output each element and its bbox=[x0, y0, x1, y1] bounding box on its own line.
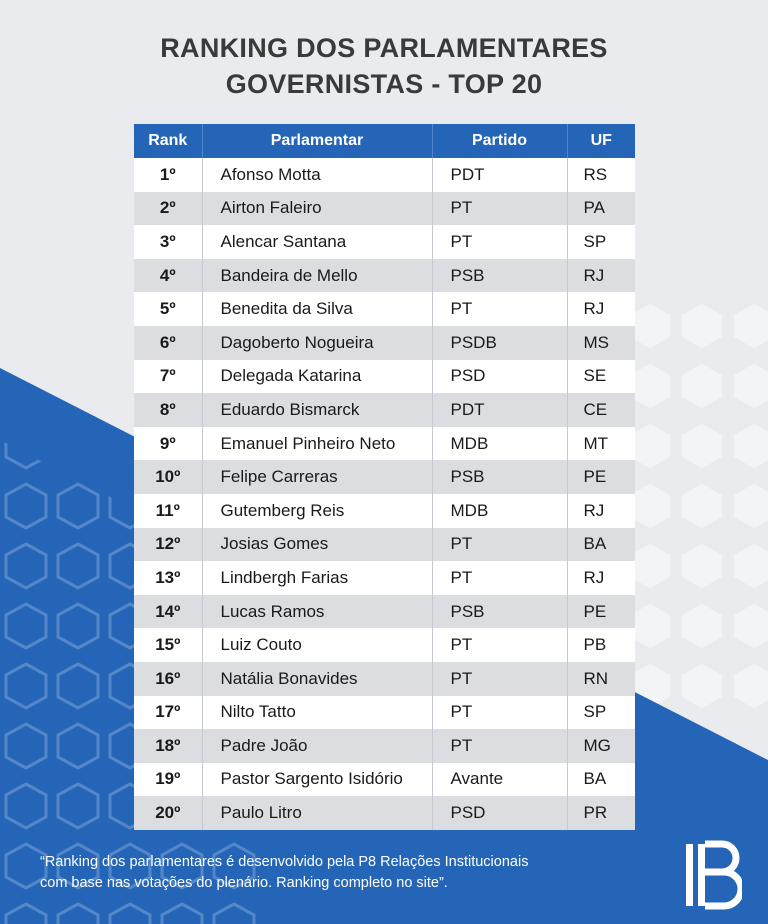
title-line-1: RANKING DOS PARLAMENTARES bbox=[160, 33, 608, 63]
header-name[interactable]: Parlamentar bbox=[202, 124, 432, 158]
table-row bbox=[134, 628, 635, 662]
cell-uf: BA bbox=[567, 763, 635, 797]
cell-party: PT bbox=[432, 628, 567, 662]
cell-rank: 12º bbox=[134, 528, 202, 562]
cell-rank: 16º bbox=[134, 662, 202, 696]
footnote bbox=[40, 852, 640, 894]
cell-name: Lucas Ramos bbox=[202, 595, 432, 629]
cell-rank: 2º bbox=[134, 192, 202, 226]
cell-name: Gutemberg Reis bbox=[202, 494, 432, 528]
cell-name: Padre João bbox=[202, 729, 432, 763]
table-row bbox=[134, 796, 635, 830]
cell-name: Dagoberto Nogueira bbox=[202, 326, 432, 360]
cell-uf: MS bbox=[567, 326, 635, 360]
cell-rank: 19º bbox=[134, 763, 202, 797]
cell-rank: 15º bbox=[134, 628, 202, 662]
cell-party: Avante bbox=[432, 763, 567, 797]
header-uf[interactable]: UF bbox=[567, 124, 635, 158]
cell-party: MDB bbox=[432, 494, 567, 528]
cell-uf: CE bbox=[567, 393, 635, 427]
cell-rank: 20º bbox=[134, 796, 202, 830]
cell-uf: RJ bbox=[567, 494, 635, 528]
cell-uf: RJ bbox=[567, 259, 635, 293]
cell-uf: RJ bbox=[567, 292, 635, 326]
cell-rank: 10º bbox=[134, 460, 202, 494]
cell-name: Pastor Sargento Isidório bbox=[202, 763, 432, 797]
cell-rank: 13º bbox=[134, 561, 202, 595]
cell-name: Paulo Litro bbox=[202, 796, 432, 830]
cell-name: Natália Bonavides bbox=[202, 662, 432, 696]
table-row bbox=[134, 360, 635, 394]
cell-party: PT bbox=[432, 729, 567, 763]
cell-party: PSB bbox=[432, 460, 567, 494]
cell-party: PT bbox=[432, 662, 567, 696]
cell-name: Afonso Motta bbox=[202, 158, 432, 192]
cell-rank: 4º bbox=[134, 259, 202, 293]
cell-party: PSD bbox=[432, 360, 567, 394]
cell-rank: 17º bbox=[134, 696, 202, 730]
title-line-2: GOVERNISTAS - TOP 20 bbox=[225, 69, 543, 99]
cell-uf: SP bbox=[567, 225, 635, 259]
cell-name: Benedita da Silva bbox=[202, 292, 432, 326]
table-row bbox=[134, 729, 635, 763]
cell-rank: 14º bbox=[134, 595, 202, 629]
table-row bbox=[134, 326, 635, 360]
cell-name: Felipe Carreras bbox=[202, 460, 432, 494]
cell-name: Airton Faleiro bbox=[202, 192, 432, 226]
table-row bbox=[134, 192, 635, 226]
table-row bbox=[134, 225, 635, 259]
cell-party: PT bbox=[432, 292, 567, 326]
cell-rank: 11º bbox=[134, 494, 202, 528]
table-row bbox=[134, 595, 635, 629]
table-header-row bbox=[134, 124, 635, 158]
table-row bbox=[134, 158, 635, 192]
cell-rank: 8º bbox=[134, 393, 202, 427]
cell-party: PSD bbox=[432, 796, 567, 830]
cell-name: Nilto Tatto bbox=[202, 696, 432, 730]
cell-name: Lindbergh Farias bbox=[202, 561, 432, 595]
table-row bbox=[134, 696, 635, 730]
table-row bbox=[134, 494, 635, 528]
p8-logo-icon bbox=[684, 840, 742, 910]
page-title bbox=[0, 30, 768, 102]
cell-name: Eduardo Bismarck bbox=[202, 393, 432, 427]
cell-party: PT bbox=[432, 696, 567, 730]
cell-party: PDT bbox=[432, 393, 567, 427]
table-row bbox=[134, 292, 635, 326]
cell-rank: 1º bbox=[134, 158, 202, 192]
footnote-line-1: “Ranking dos parlamentares é desenvolvido pela P8 Relações Institucionais bbox=[40, 854, 529, 870]
cell-uf: PB bbox=[567, 628, 635, 662]
cell-name: Bandeira de Mello bbox=[202, 259, 432, 293]
cell-party: PSDB bbox=[432, 326, 567, 360]
cell-rank: 9º bbox=[134, 427, 202, 461]
cell-uf: PE bbox=[567, 460, 635, 494]
ranking-table bbox=[134, 124, 635, 830]
cell-rank: 5º bbox=[134, 292, 202, 326]
table-row bbox=[134, 259, 635, 293]
cell-party: PT bbox=[432, 192, 567, 226]
cell-uf: BA bbox=[567, 528, 635, 562]
cell-name: Luiz Couto bbox=[202, 628, 432, 662]
cell-uf: SP bbox=[567, 696, 635, 730]
cell-uf: RS bbox=[567, 158, 635, 192]
cell-uf: SE bbox=[567, 360, 635, 394]
table-row bbox=[134, 763, 635, 797]
cell-party: PT bbox=[432, 528, 567, 562]
cell-uf: RJ bbox=[567, 561, 635, 595]
cell-party: PT bbox=[432, 225, 567, 259]
table-row bbox=[134, 528, 635, 562]
cell-party: PDT bbox=[432, 158, 567, 192]
cell-uf: PE bbox=[567, 595, 635, 629]
table-row bbox=[134, 460, 635, 494]
table-row bbox=[134, 393, 635, 427]
cell-uf: MG bbox=[567, 729, 635, 763]
table-row bbox=[134, 561, 635, 595]
cell-name: Alencar Santana bbox=[202, 225, 432, 259]
cell-uf: RN bbox=[567, 662, 635, 696]
footnote-line-2: com base nas votações do plenário. Ranking completo no site”. bbox=[40, 875, 448, 891]
cell-party: PSB bbox=[432, 259, 567, 293]
cell-name: Delegada Katarina bbox=[202, 360, 432, 394]
cell-rank: 6º bbox=[134, 326, 202, 360]
cell-party: PT bbox=[432, 561, 567, 595]
cell-uf: MT bbox=[567, 427, 635, 461]
cell-rank: 18º bbox=[134, 729, 202, 763]
cell-uf: PR bbox=[567, 796, 635, 830]
header-rank[interactable]: Rank bbox=[134, 124, 202, 158]
cell-rank: 3º bbox=[134, 225, 202, 259]
table-row bbox=[134, 662, 635, 696]
cell-name: Emanuel Pinheiro Neto bbox=[202, 427, 432, 461]
cell-uf: PA bbox=[567, 192, 635, 226]
header-party[interactable]: Partido bbox=[432, 124, 567, 158]
cell-party: PSB bbox=[432, 595, 567, 629]
cell-party: MDB bbox=[432, 427, 567, 461]
table-row bbox=[134, 427, 635, 461]
cell-name: Josias Gomes bbox=[202, 528, 432, 562]
cell-rank: 7º bbox=[134, 360, 202, 394]
